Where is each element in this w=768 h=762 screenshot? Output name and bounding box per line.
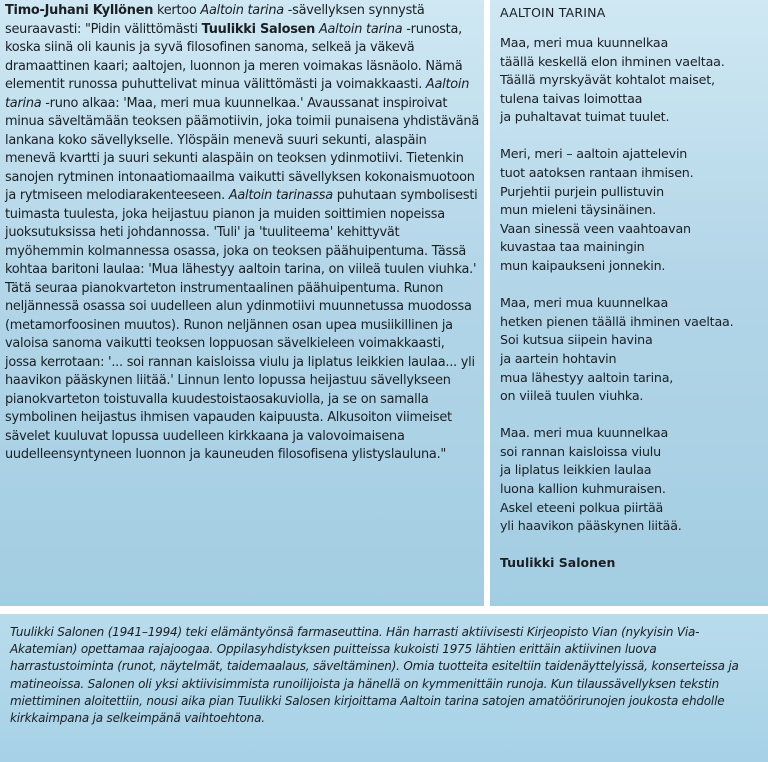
poem-line: ja aartein hohtavin — [500, 350, 617, 366]
essay-text: Timo-Juhani Kyllönen kertoo Aaltoin tarina -sävellyksen synnystä seuraavasti: "Pidin välittömästi Tuulikki Salosen Aaltoin tarina -runosta, koska siinä oli kaunis ja syvä filosofinen sanoma, selkeä ja väkevä dramaattinen kaari; aaltojen, luonnon ja meren voimakas läsnäolo. Nämä elementit runossa puhuttelivat minua välittömästi ja voimakkaasti. Aaltoin tarina -runo alkaa: 'Maa, meri mua kuunnelkaa.' Avaussanat inspiroivat minua säveltämään teoksen päämotiivin, joka toimii punaisena yhdistävänä lankana koko sävellykselle. Ylöspäin menevä suuri sekunti, alaspäin menevä kvartti ja suuri sekunti alaspäin on teoksen ydinmotiivi. Tietenkin sanojen rytminen intonaatiomaailma vaikutti sävellyksen kokonaismuotoon ja rytmiseen melodiarakenteeseen. Aaltoin tarinassa puhutaan symbolisesti tuimasta tuulesta, joka heijastuu pianon ja muiden soittimien nopeissa juoksutuksissa heti johdannossa. 'Tuli' ja 'tuuliteema' kehittyvät myöhemmin kolmannessa osassa, joka on teoksen päähuipentuma. Tässä kohtaa baritoni laulaa: 'Mua lähestyy aaltoin tarina, on viileä tuulen viuhka.' Tätä seuraa pianokvarteton instrumentaalinen päähuipentuma. Runon neljännessä osassa soi uudelleen alun ydinmotiivi muunnetussa muodossa (metamorfoosinen muutos). Runon neljännen osan upea musiikillinen ja valoisa sanoma vaikutti teoksen loppuosan sävelkieleen voimakkaasti, jossa kerrotaan: '... soi rannan kaisloissa viulu ja liplatus leikkien laulaa... yli haavikon pääskynen liitää.' Linnun lento lopussa heijastuu sävellykseen pianokvarteton toistuvalla kuudestoistaosakuviolla, ja se on samalla symbolinen heijastus ihmisen vapauden kaipuusta. Alkusoiton viimeiset sävelet kuuluvat lopussa uudelleen kirkkaana ja valovoimaisena uudelleensyntyneen luonnon ja kauneuden filosofisena ylistyslauluna." — [5, 3, 479, 462]
poem-line: Täällä myrskyävät kohtalot maiset, — [500, 72, 715, 88]
poem-body — [500, 34, 762, 536]
poem-line: Maa, meri mua kuunnelkaa — [500, 295, 669, 311]
poem-stanza — [500, 145, 762, 275]
poem-line: tuot aatoksen rantaan ihmisen. — [500, 165, 694, 181]
poem-line: ja liplatus leikkien laulaa — [500, 462, 652, 478]
poem-line: täällä keskellä elon ihminen vaeltaa. — [500, 53, 725, 69]
poem-line: on viileä tuulen viuhka. — [500, 388, 644, 404]
essay-author: Timo-Juhani Kyllönen — [5, 3, 154, 18]
work-title: Aaltoin tarinassa — [228, 188, 333, 203]
bio-text: Tuulikki Salonen (1941–1994) teki elämäntyönsä farmaseuttina. Hän harrasti aktiivisesti Kirjeopisto Vian (nykyisin Via-Akatemian) opettamaa rajajoogaa. Oppilasyhdistyksen puitteissa kukoisti 1975 lähtien erittäin aktiivinen luova harrastustoiminta (runot, näytelmät, taidemaalaus, säveltäminen). Omia tuotteita esiteltiin taidenäyttelyissä, konserteissa ja matineoissa. Salonen oli yksi aktiivisimmista runoilijoista ja hänellä on kymmenittäin runoja. Kun tilaussävellyksen tekstin miettiminen aloitettiin, nousi aika pian Tuulikki Salosen kirjoittama Aaltoin tarina satojen amatöörirunojen joukosta ehdolle kirkkaimpana ja selkeimpänä vaihtoehtona. — [10, 625, 739, 726]
poem-line: hetken pienen täällä ihminen vaeltaa. — [500, 313, 734, 329]
poem-line: Askel eteeni polkua piirtää — [500, 499, 664, 515]
poem-author: Tuulikki Salonen — [500, 555, 616, 571]
poem-line: tulena taivas loimottaa — [500, 90, 643, 106]
poem-stanza — [500, 424, 762, 536]
poem-line: mun mieleni täysinäinen. — [500, 202, 656, 218]
poem-stanza — [500, 34, 762, 127]
poem-line: Purjehtii purjein pullistuvin — [500, 183, 664, 199]
poem-line: mua lähestyy aaltoin tarina, — [500, 369, 674, 385]
poem-line: Maa, meri mua kuunnelkaa — [500, 35, 669, 50]
poem-line: soi rannan kaisloissa viulu — [500, 443, 661, 459]
poem-title: AALTOIN TARINA — [500, 5, 606, 20]
work-title: Aaltoin tarina — [200, 3, 284, 18]
poem-panel — [490, 0, 768, 606]
work-title: Aaltoin tarina — [318, 21, 403, 37]
poem-line: kuvastaa taa mainingin — [500, 239, 645, 255]
poem-line: Vaan sinessä veen vaahtoavan — [500, 220, 691, 236]
bio-panel — [0, 614, 768, 762]
poem-line: luona kallion kuhmuraisen. — [500, 480, 666, 496]
poem-line: Maa. meri mua kuunnelkaa — [500, 425, 669, 441]
poem-line: ja puhaltavat tuimat tuulet. — [500, 109, 670, 125]
work-title: Aaltoin tarina — [5, 77, 470, 111]
poem-line: mun kaipaukseni jonnekin. — [500, 258, 666, 274]
poem-line: yli haavikon pääskynen liitää. — [500, 518, 682, 534]
poem-stanza — [500, 294, 762, 406]
poem-line: Soi kutsua siipein havina — [500, 332, 653, 348]
poem-line: Meri, meri – aaltoin ajattelevin — [500, 146, 688, 162]
poet-name: Tuulikki Salosen — [201, 21, 316, 37]
